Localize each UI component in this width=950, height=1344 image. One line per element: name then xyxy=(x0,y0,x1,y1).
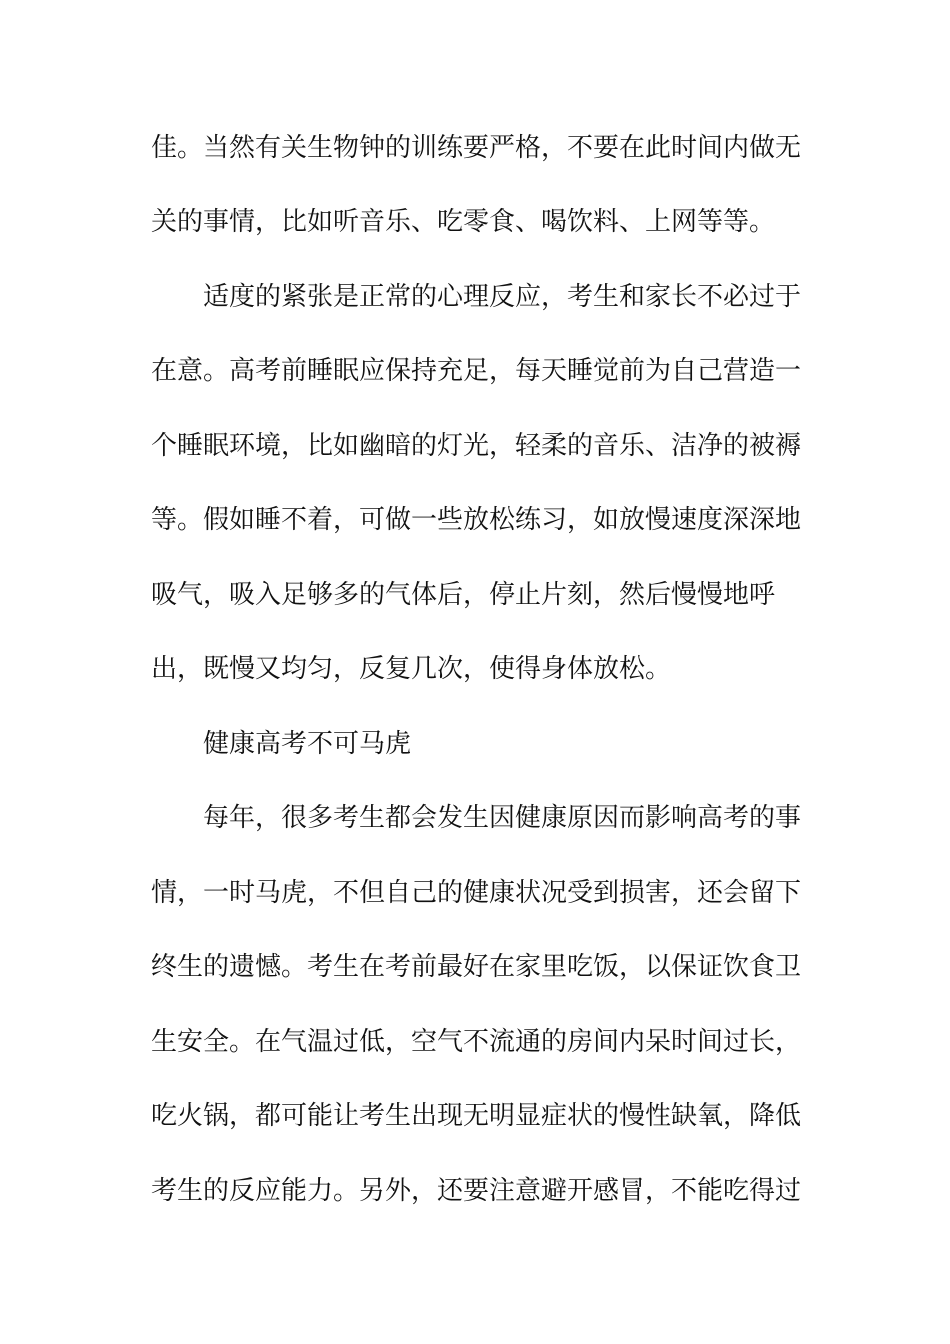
paragraph-line: 出，既慢又均匀，反复几次，使得身体放松。 xyxy=(151,654,672,684)
paragraph-line: 吃火锅，都可能让考生出现无明显症状的慢性缺氧，降低 xyxy=(151,1101,802,1131)
paragraph-line: 在意。高考前睡眠应保持充足，每天睡觉前为自己营造一 xyxy=(151,356,802,386)
paragraph-line: 生安全。在气温过低，空气不流通的房间内呆时间过长， xyxy=(151,1027,802,1057)
paragraph-line: 每年，很多考生都会发生因健康原因而影响高考的事 xyxy=(203,803,802,833)
paragraph-line: 吸气，吸入足够多的气体后，停止片刻，然后慢慢地呼 xyxy=(151,580,776,610)
paragraph-line: 考生的反应能力。另外，还要注意避开感冒，不能吃得过 xyxy=(151,1176,802,1206)
paragraph-line: 情，一时马虎，不但自己的健康状况受到损害，还会留下 xyxy=(151,878,802,908)
section-heading: 健康高考不可马虎 xyxy=(203,729,412,759)
paragraph-line: 适度的紧张是正常的心理反应，考生和家长不必过于 xyxy=(203,282,802,312)
paragraph-line: 终生的遗憾。考生在考前最好在家里吃饭，以保证饮食卫 xyxy=(151,952,802,982)
paragraph-line: 关的事情，比如听音乐、吃零食、喝饮料、上网等等。 xyxy=(151,207,776,237)
paragraph-line: 个睡眠环境，比如幽暗的灯光，轻柔的音乐、洁净的被褥 xyxy=(151,431,802,461)
paragraph-line: 佳。当然有关生物钟的训练要严格，不要在此时间内做无 xyxy=(151,133,802,163)
paragraph-line: 等。假如睡不着，可做一些放松练习，如放慢速度深深地 xyxy=(151,505,802,535)
